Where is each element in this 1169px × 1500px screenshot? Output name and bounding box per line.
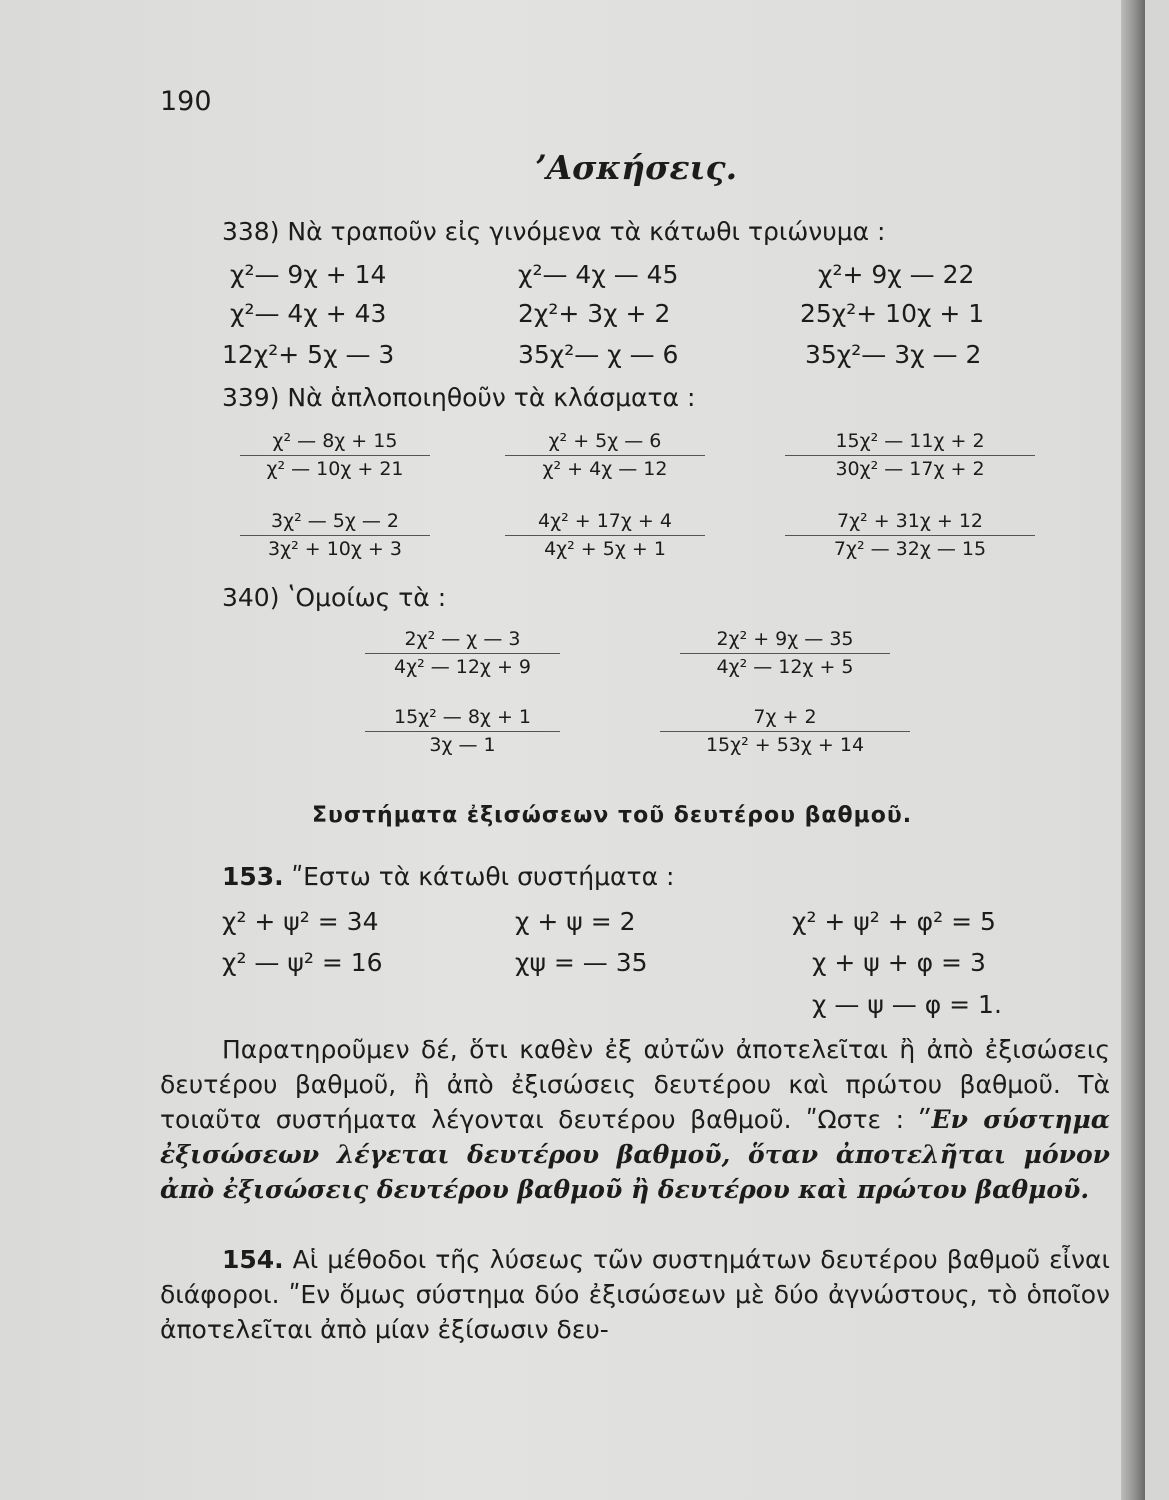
- paragraph-text: Παρατηροῦμεν δέ, ὅτι καθὲν ἐξ αὐτῶν ἀποτελεῖται ἢ ἀπὸ ἐξισώσεις δευτέρου βαθμοῦ, ἢ ἀπὸ ἐξισώσεις δευτέρου καὶ πρώτου βαθμοῦ. Τὰ τοιαῦτα συστήματα λέγονται δευτέρου βαθμοῦ. ʺΩστε :: [160, 1035, 1110, 1134]
- fraction-denominator: 3χ² + 10χ + 3: [268, 538, 402, 560]
- fraction: [680, 630, 890, 677]
- paragraph-number: 154.: [222, 1245, 284, 1274]
- paragraph-text: Αἱ μέθοδοι τῆς λύσεως τῶν συστημάτων δευτέρου βαθμοῦ εἶναι διάφοροι. ʺΕν ὅμως σύστημα δύο ἐξισώσεων μὲ δύο ἀγνώστους, τὸ ὁποῖον ἀποτελεῖται ἀπὸ μίαν ἐξίσωσιν δευ-: [160, 1245, 1110, 1344]
- fraction-denominator: 30χ² — 17χ + 2: [835, 458, 985, 480]
- trinomial: 25χ²+ 10χ + 1: [800, 299, 985, 328]
- fraction: [505, 512, 705, 559]
- fraction-numerator: 7χ + 2: [660, 708, 910, 732]
- fraction-denominator: 4χ² + 5χ + 1: [544, 538, 666, 560]
- fraction-denominator: 4χ² — 12χ + 5: [716, 656, 854, 678]
- exercise-340-label: 340) ʽΟμοίως τὰ :: [222, 583, 447, 612]
- definition-text: ʺΕν σύστημα ἐξισώσεων λέγεται δευτέρου βαθμοῦ, ὅταν ἀποτελῆται μόνον ἀπὸ ἐξισώσεις δευτέρου βαθμοῦ ἢ δευτέρου καὶ πρώτου βαθμοῦ.: [160, 1105, 1110, 1204]
- page-number: 190: [160, 86, 212, 117]
- fraction-denominator: χ² — 10χ + 21: [266, 458, 404, 480]
- fraction-numerator: 2χ² + 9χ — 35: [680, 630, 890, 654]
- exercise-338-label: 338) Νὰ τραποῦν εἰς γινόμενα τὰ κάτωθι τριώνυμα :: [222, 217, 886, 246]
- trinomial: χ²— 9χ + 14: [230, 260, 387, 289]
- exercise-339-label: 339) Νὰ ἁπλοποιηθοῦν τὰ κλάσματα :: [222, 383, 696, 412]
- trinomial: χ²— 4χ + 43: [230, 299, 387, 328]
- trinomial: 35χ²— 3χ — 2: [805, 340, 982, 369]
- equation: χ² — ψ² = 16: [222, 948, 383, 977]
- fraction-denominator: χ² + 4χ — 12: [542, 458, 668, 480]
- fraction-numerator: 15χ² — 11χ + 2: [785, 432, 1035, 456]
- fraction: [785, 432, 1035, 479]
- equation: χ + ψ = 2: [515, 907, 636, 936]
- fraction-numerator: 7χ² + 31χ + 12: [785, 512, 1035, 536]
- trinomial: χ²— 4χ — 45: [518, 260, 679, 289]
- fraction-numerator: 2χ² — χ — 3: [365, 630, 560, 654]
- trinomial: 35χ²— χ — 6: [518, 340, 679, 369]
- equation: χ — ψ — φ = 1.: [812, 990, 1002, 1019]
- equation: χψ = — 35: [515, 948, 648, 977]
- fraction-denominator: 15χ² + 53χ + 14: [705, 734, 865, 756]
- fraction-numerator: 4χ² + 17χ + 4: [505, 512, 705, 536]
- paragraph-153-intro: [222, 862, 674, 891]
- equation: χ² + ψ² + φ² = 5: [792, 907, 996, 936]
- fraction-denominator: 3χ — 1: [429, 734, 496, 756]
- fraction-denominator: 7χ² — 32χ — 15: [833, 538, 987, 560]
- paragraph-153-body: [160, 1032, 1110, 1207]
- trinomial: 2χ²+ 3χ + 2: [518, 299, 671, 328]
- page-heading: ʼΑσκήσεις.: [535, 148, 738, 187]
- trinomial: 12χ²+ 5χ — 3: [222, 340, 395, 369]
- fraction: [365, 630, 560, 677]
- fraction: [660, 708, 910, 755]
- equation: χ² + ψ² = 34: [222, 907, 379, 936]
- section-title: Συστήματα ἐξισώσεων τοῦ δευτέρου βαθμοῦ.: [312, 803, 913, 828]
- paragraph-number: 153.: [222, 862, 284, 891]
- paragraph-154-body: [160, 1242, 1110, 1347]
- fraction-denominator: 4χ² — 12χ + 9: [394, 656, 531, 678]
- fraction: [365, 708, 560, 755]
- fraction: [785, 512, 1035, 559]
- page-edge: [1121, 0, 1145, 1500]
- fraction-numerator: χ² — 8χ + 15: [240, 432, 430, 456]
- trinomial: χ²+ 9χ — 22: [818, 260, 975, 289]
- fraction: [505, 432, 705, 479]
- fraction: [240, 432, 430, 479]
- fraction-numerator: 3χ² — 5χ — 2: [240, 512, 430, 536]
- fraction-numerator: 15χ² — 8χ + 1: [365, 708, 560, 732]
- fraction: [240, 512, 430, 559]
- paragraph-intro-text: ʺΕστω τὰ κάτωθι συστήματα :: [291, 862, 675, 891]
- fraction-numerator: χ² + 5χ — 6: [505, 432, 705, 456]
- equation: χ + ψ + φ = 3: [812, 948, 986, 977]
